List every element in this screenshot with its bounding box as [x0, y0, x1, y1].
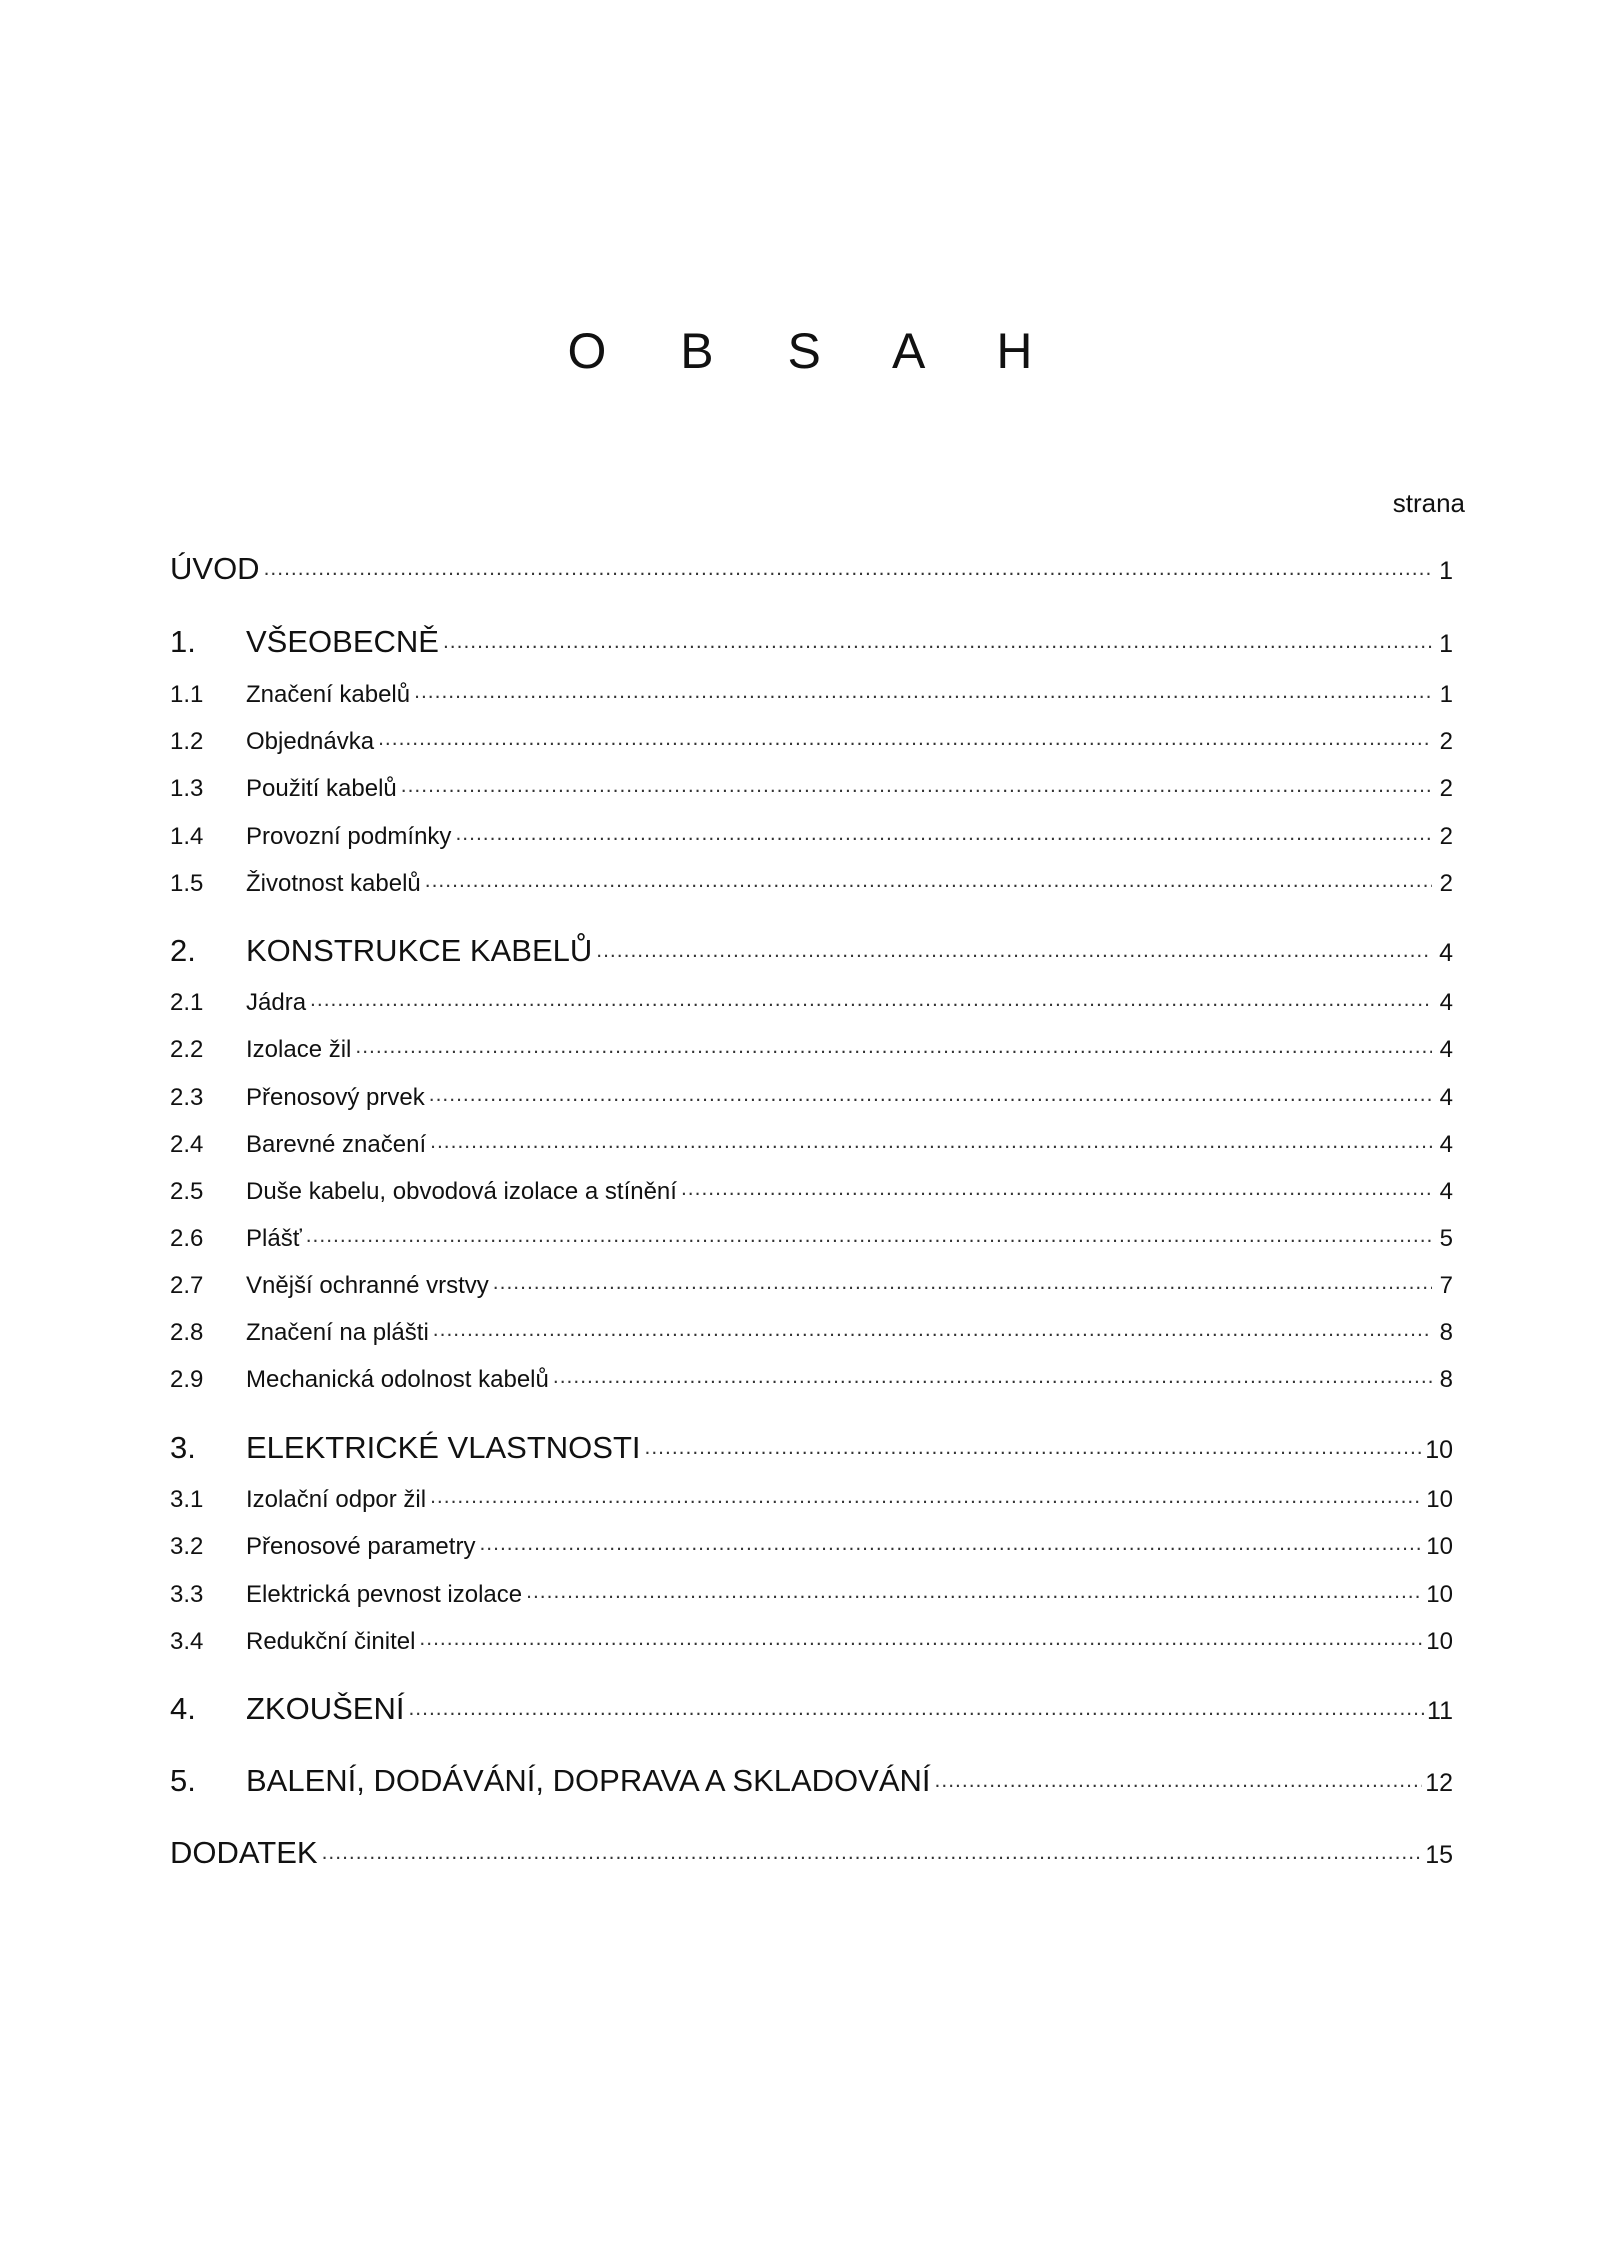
toc-entry-number: 4.	[170, 1691, 196, 1726]
toc-leader-dots	[455, 820, 1432, 844]
toc-leader-dots	[425, 867, 1432, 891]
toc-leader-dots	[429, 1081, 1432, 1105]
toc-entry-page: 10	[1426, 1581, 1453, 1608]
toc-entry-page: 15	[1425, 1841, 1453, 1869]
toc-leader-dots	[443, 621, 1432, 652]
toc-entry-title: VŠEOBECNĚ	[246, 624, 439, 659]
toc-entry-number: 1.	[170, 624, 196, 659]
toc-leader-dots	[596, 930, 1432, 961]
toc-entry-title: Životnost kabelů	[246, 870, 421, 897]
toc-entry[interactable]	[170, 725, 1453, 756]
toc-entry[interactable]	[170, 1033, 1453, 1064]
toc-leader-dots	[553, 1363, 1432, 1387]
toc-entry-title: Barevné značení	[246, 1131, 427, 1158]
toc-entry-number: 2.3	[170, 1084, 204, 1111]
toc-entry-number: 2.7	[170, 1272, 204, 1299]
toc-entry-page: 10	[1426, 1486, 1453, 1513]
toc-entry[interactable]	[170, 1530, 1453, 1561]
toc-entry-title: Vnější ochranné vrstvy	[246, 1272, 489, 1299]
toc-entry-page: 2	[1439, 728, 1453, 755]
toc-leader-dots	[306, 1222, 1432, 1246]
toc-entry-title: Použití kabelů	[246, 775, 397, 802]
toc-entry-number: 2.2	[170, 1036, 204, 1063]
toc-entry-page: 2	[1439, 823, 1453, 850]
toc-entry[interactable]	[170, 1578, 1453, 1609]
toc-entry-page: 4	[1439, 1036, 1453, 1063]
toc-entry-title: Objednávka	[246, 728, 375, 755]
toc-entry[interactable]	[170, 1483, 1453, 1514]
toc-leader-dots	[419, 1625, 1423, 1649]
toc-leader-dots	[401, 772, 1432, 796]
toc-entry-title: ÚVOD	[170, 551, 260, 586]
toc-entry[interactable]	[170, 1625, 1453, 1656]
toc-entry[interactable]	[170, 1316, 1453, 1347]
page-column-label: strana	[1392, 488, 1465, 518]
toc-entry-page: 1	[1439, 681, 1453, 708]
toc-entry-title: Provozní podmínky	[246, 823, 452, 850]
toc-entry[interactable]	[170, 1128, 1453, 1159]
toc-entry-title: Značení kabelů	[246, 681, 411, 708]
toc-entry-number: 3.3	[170, 1581, 204, 1608]
toc-leader-dots	[493, 1269, 1432, 1293]
toc-entry-page: 5	[1439, 1225, 1453, 1252]
toc-entry-number: 3.2	[170, 1533, 204, 1560]
toc-leader-dots	[479, 1530, 1423, 1554]
toc-entry[interactable]	[170, 867, 1453, 898]
toc-entry[interactable]	[170, 1832, 1453, 1871]
toc-entry-title: Duše kabelu, obvodová izolace a stínění	[246, 1178, 677, 1205]
toc-entry-number: 2.	[170, 933, 196, 968]
toc-entry-page: 10	[1425, 1436, 1453, 1464]
toc-entry-number: 2.4	[170, 1131, 204, 1158]
toc-leader-dots	[408, 1688, 1424, 1719]
toc-entry-title: Mechanická odolnost kabelů	[246, 1366, 549, 1393]
toc-entry-title: Izolace žil	[246, 1036, 352, 1063]
toc-entry[interactable]	[170, 1222, 1453, 1253]
toc-entry[interactable]	[170, 548, 1453, 587]
toc-entry-title: Přenosové parametry	[246, 1533, 476, 1560]
toc-entry[interactable]	[170, 772, 1453, 803]
toc-entry-number: 2.9	[170, 1366, 204, 1393]
toc-entry-title: Jádra	[246, 989, 307, 1016]
toc-entry-page: 2	[1439, 870, 1453, 897]
toc-leader-dots	[645, 1427, 1423, 1458]
toc-entry[interactable]	[170, 1269, 1453, 1300]
toc-entry-page: 4	[1439, 1131, 1453, 1158]
toc-entry[interactable]	[170, 678, 1453, 709]
toc-entry-number: 3.4	[170, 1628, 204, 1655]
toc-entry-title: DODATEK	[170, 1835, 318, 1870]
toc-entry[interactable]	[170, 1175, 1453, 1206]
toc-entry-page: 8	[1439, 1319, 1453, 1346]
toc-entry-number: 3.1	[170, 1486, 204, 1513]
toc-entry-title: KONSTRUKCE KABELŮ	[246, 933, 593, 968]
toc-entry[interactable]	[170, 1760, 1453, 1799]
toc-entry-number: 5.	[170, 1763, 196, 1798]
toc-leader-dots	[681, 1175, 1432, 1199]
toc-leader-dots	[322, 1832, 1423, 1863]
toc-entry-title: ELEKTRICKÉ VLASTNOSTI	[246, 1430, 641, 1465]
toc-entry-page: 11	[1427, 1697, 1453, 1725]
toc-entry-page: 2	[1439, 775, 1453, 802]
toc-entry[interactable]	[170, 621, 1453, 660]
toc-entry-page: 4	[1439, 1084, 1453, 1111]
toc-entry[interactable]	[170, 1688, 1453, 1727]
toc-entry[interactable]	[170, 930, 1453, 969]
toc-entry-title: Elektrická pevnost izolace	[246, 1581, 523, 1608]
toc-leader-dots	[430, 1128, 1432, 1152]
toc-entry-title: BALENÍ, DODÁVÁNÍ, DOPRAVA A SKLADOVÁNÍ	[246, 1763, 931, 1798]
toc-entry-title: Přenosový prvek	[246, 1084, 425, 1111]
toc-entry[interactable]	[170, 820, 1453, 851]
toc-entry-number: 1.1	[170, 681, 204, 708]
toc-leader-dots	[935, 1760, 1423, 1791]
toc-entry-page: 1	[1439, 557, 1453, 585]
toc-leader-dots	[433, 1316, 1432, 1340]
toc-entry-number: 3.	[170, 1430, 196, 1465]
toc-leader-dots	[355, 1033, 1432, 1057]
toc-entry-number: 1.5	[170, 870, 204, 897]
page-title: O B S A H	[567, 323, 1063, 379]
toc-entry-page: 10	[1426, 1628, 1453, 1655]
toc-entry-number: 1.4	[170, 823, 204, 850]
toc-entry[interactable]	[170, 1081, 1453, 1112]
toc-entry[interactable]	[170, 1427, 1453, 1466]
toc-entry-title: Plášť	[246, 1225, 302, 1252]
toc-entry-page: 7	[1439, 1272, 1453, 1299]
toc-entry-number: 2.8	[170, 1319, 204, 1346]
toc-entry-number: 2.6	[170, 1225, 204, 1252]
toc-entry-title: Izolační odpor žil	[246, 1486, 427, 1513]
toc-entry-title: Značení na plášti	[246, 1319, 429, 1346]
toc-entry-number: 1.2	[170, 728, 204, 755]
toc-leader-dots	[430, 1483, 1423, 1507]
toc-entry-page: 12	[1425, 1769, 1453, 1797]
toc-entry-number: 2.1	[170, 989, 204, 1016]
toc-leader-dots	[526, 1578, 1423, 1602]
toc-leader-dots	[414, 678, 1432, 702]
toc-leader-dots	[264, 548, 1432, 579]
toc-leader-dots	[378, 725, 1432, 749]
toc-entry-title: ZKOUŠENÍ	[246, 1691, 405, 1726]
toc-leader-dots	[310, 986, 1432, 1010]
toc-entry-page: 4	[1439, 989, 1453, 1016]
toc-entry-title: Redukční činitel	[246, 1628, 416, 1655]
toc-entry-number: 2.5	[170, 1178, 204, 1205]
toc-entry-page: 10	[1426, 1533, 1453, 1560]
toc-entry[interactable]	[170, 1363, 1453, 1394]
toc-entry-page: 4	[1439, 939, 1453, 967]
toc-entry[interactable]	[170, 986, 1453, 1017]
toc-entry-page: 8	[1439, 1366, 1453, 1393]
toc-entry-page: 1	[1439, 630, 1453, 658]
toc-entry-number: 1.3	[170, 775, 204, 802]
toc-entry-page: 4	[1439, 1178, 1453, 1205]
